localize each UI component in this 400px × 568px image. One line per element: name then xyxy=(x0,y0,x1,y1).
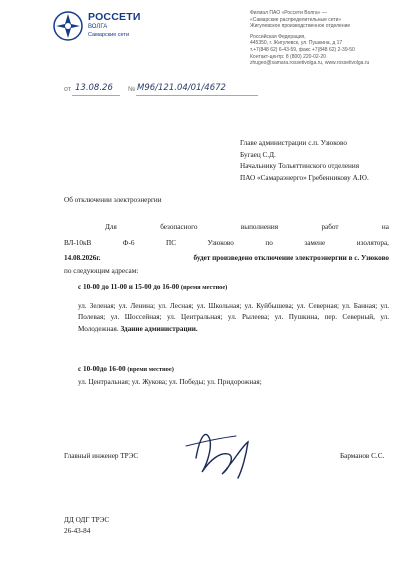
signer-name: Барманов С.С. xyxy=(340,452,385,460)
address-line: zhugeo@samara.rossetivolga.ru, www.rossetivolga.ru xyxy=(250,60,370,67)
addressee-line: Бугаец С.Д. xyxy=(240,150,276,159)
brand-name: РОССЕТИ xyxy=(88,11,141,23)
org-line: Жигулевское производственное отделение xyxy=(250,23,351,30)
handwritten-signature xyxy=(176,416,266,486)
word: по xyxy=(265,239,273,247)
word: изолятора, xyxy=(356,239,389,247)
word: замене xyxy=(304,239,326,247)
addressee-block xyxy=(240,138,369,184)
addressee-line: Начальнику Тольяттинского отделения xyxy=(240,162,360,170)
word: выполнения xyxy=(240,223,279,231)
org-line: «Самарские распределительные сети» xyxy=(250,16,342,23)
brand-sub-region: ВОЛГА xyxy=(88,24,108,30)
number-label: № xyxy=(128,86,136,93)
footer-phone: 26-43-84 xyxy=(64,527,91,535)
outage-date: 14.08.2026г. xyxy=(64,254,101,262)
reg-date: 13.08.26 xyxy=(75,83,113,93)
body-line-2 xyxy=(64,238,389,249)
time-note-1: (время местное) xyxy=(180,284,228,291)
body-line-1 xyxy=(105,222,389,233)
org-header xyxy=(250,10,398,67)
streets-list-1 xyxy=(64,301,389,335)
address-line: т.+7(848 62) 6-43-59, факс +7(848 62) 2-39-50 xyxy=(250,46,355,53)
date-label: от xyxy=(64,86,71,93)
body-line-4: по следующим адресам: xyxy=(64,267,139,275)
footer-contact xyxy=(64,515,109,537)
word: на xyxy=(381,223,389,231)
word: Для xyxy=(105,223,117,231)
addressee-line: ПАО «Самараэнерго» Гребенникову А.Ю. xyxy=(240,173,369,182)
registration-line xyxy=(64,85,264,99)
time-range-1: с 10-00 до 11-00 и 15-00 до 16-00 xyxy=(78,283,180,291)
org-line: Филиал ПАО «Россети Волга» — xyxy=(250,10,327,16)
time-range-2: с 10-00до 16-00 xyxy=(78,365,126,373)
word: Ф-6 xyxy=(122,239,135,247)
brand-sub-branch: Самарские сети xyxy=(88,32,130,38)
word: ВЛ-10кВ xyxy=(64,239,92,247)
reg-number: М96/121.04/01/4672 xyxy=(137,83,226,93)
word: ПС xyxy=(166,239,176,247)
time-block-1 xyxy=(64,282,389,293)
address-line: Российская Федерация, xyxy=(250,33,306,40)
signer-position: Главный инженер ТРЭС xyxy=(64,452,139,460)
time-note-2: (время местное) xyxy=(127,366,174,373)
address-line: 445350, г. Жигулевск, ул. Пушкина, д 17 xyxy=(250,40,343,47)
address-line: Контакт-центр: 8 (800) 220-02-20 xyxy=(250,53,326,60)
body-line-3 xyxy=(64,253,389,264)
word: работ xyxy=(321,223,339,231)
addressee-line: Главе администрации с.п. Узюково xyxy=(240,139,347,147)
word: Узюково xyxy=(207,239,234,247)
streets-text-2: ул. Центральная; ул. Жукова; ул. Победы; ул. Придорожная; xyxy=(78,378,262,386)
footer-dept: ДД ОДГ ТРЭС xyxy=(64,516,110,524)
time-block-2 xyxy=(64,364,389,375)
streets-admin: Здание администрации. xyxy=(120,324,198,333)
rosseti-logo-icon xyxy=(52,10,84,42)
company-logo xyxy=(52,8,162,48)
word: безопасного xyxy=(160,223,198,231)
outage-statement: будет произведено отключение электроэнергии в с. Узюково xyxy=(193,254,389,262)
streets-text-1: ул. Зеленая; ул. Ленина; ул. Лесная; ул. Школьная; ул. Куйбышева; ул. Северная; ул. Банная; ул. Полевая; ул. Шоссейная; ул. Центральная; ул. Рылеева; ул. Пушкина, пер. Северный, ул. Молодежная. xyxy=(78,302,389,333)
subject-line: Об отключении электроэнергии xyxy=(64,196,162,204)
streets-list-2 xyxy=(64,377,389,388)
